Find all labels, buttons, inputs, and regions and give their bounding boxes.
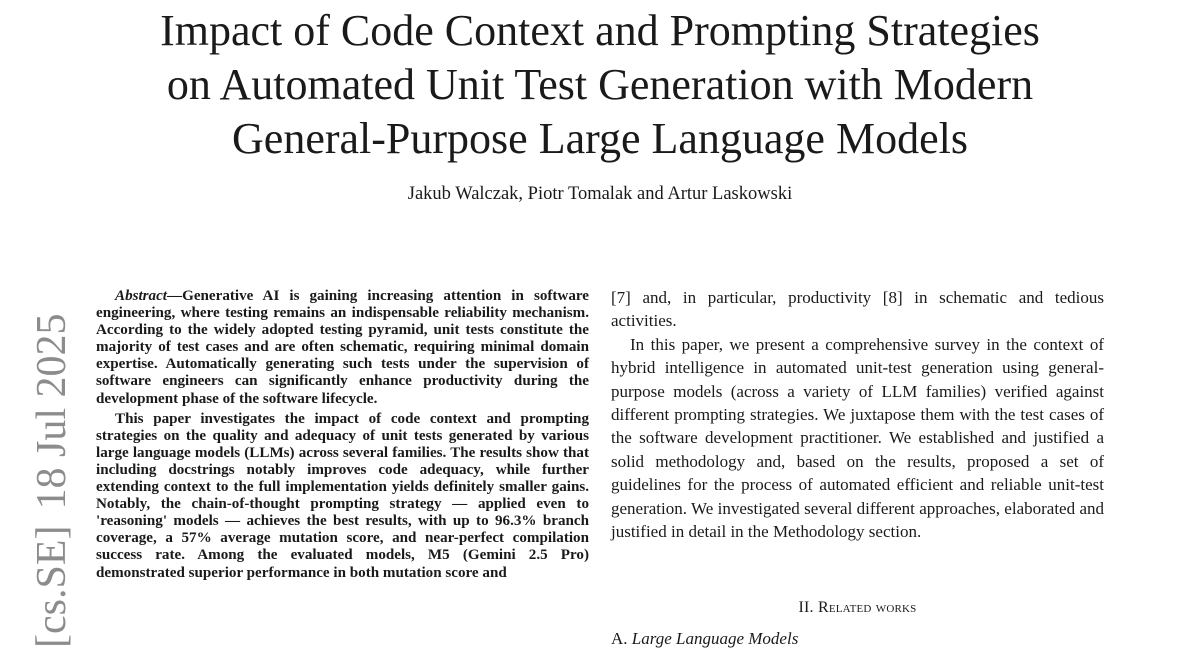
paper-title <box>0 4 1200 166</box>
body-paragraph: In this paper, we present a comprehensive survey in the context of hybrid intelligence in automated unit-test generation using general-purpose models (across a variety of LLM families) verified against different prompting strategies. We juxtapose them with the test cases of the software development practitioner. We established and justified a solid methodology and, based on the results, proposed a set of guidelines for the process of automated efficient and reliable unit-test generation. We investigated several different approaches, elaborated and justified in detail in the Methodology section. <box>611 334 1104 542</box>
section-title: Related works <box>817 599 917 616</box>
arxiv-stamp <box>31 314 73 649</box>
abstract-dash: — <box>167 288 183 304</box>
title-line: Impact of Code Context and Prompting Strategies <box>160 6 1040 55</box>
arxiv-date: 18 Jul 2025 <box>29 313 75 510</box>
abstract-text: Generative AI is gaining increasing attention in software engineering, where testing remains an indispensable reliability mechanism. According to the widely adopted testing pyramid, unit tests constitute the majority of test cases and are often schematic, requiring minimal domain expertise. Automatically generating such tests under the supervision of software engineers can significantly enhance productivity during the development phase of the software lifecycle. <box>96 288 589 407</box>
title-line: on Automated Unit Test Generation with Modern <box>166 60 1034 109</box>
abstract-label: Abstract <box>115 288 167 304</box>
intro-column <box>611 286 1104 543</box>
abstract-paragraph: This paper investigates the impact of code context and prompting strategies on the quality and adequacy of unit tests generated by various large language models (LLMs) across several families. The results show that including docstrings notably improves code adequacy, while further extending context to the full implementation yields definitely smaller gains. Notably, the chain-of-thought prompting strategy — applied even to 'reasoning' models — achieves the best results, with up to 96.3% branch coverage, a 57% average mutation score, and near-perfect compilation success rate. Among the evaluated models, M5 (Gemini 2.5 Pro) demonstrated superior performance in both mutation score and <box>96 410 589 581</box>
subsection-number: A. <box>611 629 628 648</box>
author-list: Jakub Walczak, Piotr Tomalak and Artur Laskowski <box>407 184 793 204</box>
section-number: II. <box>798 599 814 616</box>
abstract-column <box>96 288 589 582</box>
abstract-paragraph <box>96 288 589 408</box>
arxiv-category: [cs.SE] <box>29 525 75 648</box>
subsection-title: Large Language Models <box>631 629 799 648</box>
body-paragraph: [7] and, in particular, productivity [8] in schematic and tedious activities. <box>611 288 1104 331</box>
title-line: General-Purpose Large Language Models <box>232 114 968 163</box>
subsection-heading <box>611 628 1104 650</box>
section-heading <box>611 598 1104 618</box>
